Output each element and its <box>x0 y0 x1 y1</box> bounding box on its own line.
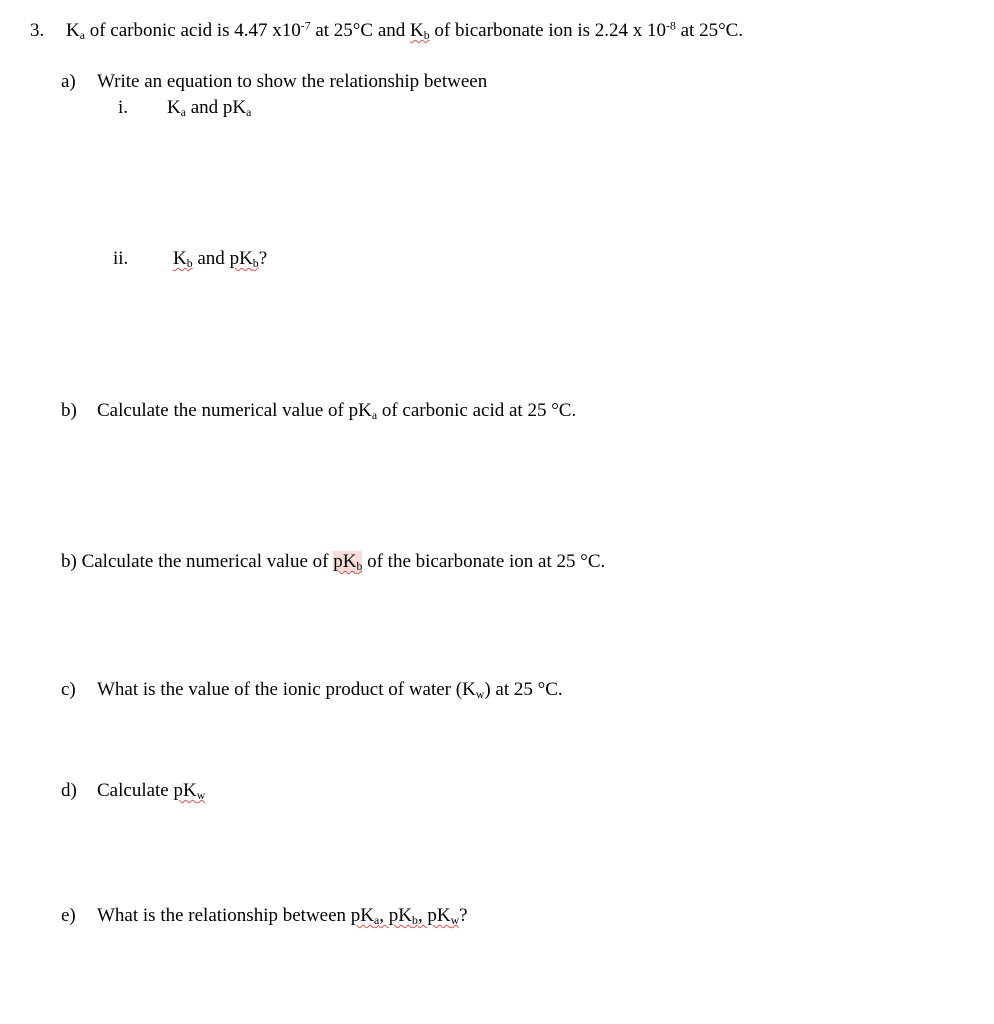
kw-subscript: w <box>475 687 485 701</box>
part-e-marker: e) <box>61 905 76 926</box>
kb-symbol-group <box>410 20 430 41</box>
pkw-subscript: w <box>450 913 460 927</box>
part-a-i-middle: and pK <box>185 97 247 118</box>
part-e-text-1: What is the relationship between <box>97 905 351 926</box>
pkb-group <box>389 905 428 926</box>
part-d-text-1: Calculate <box>97 780 174 801</box>
part-b2-marker: b) <box>61 551 77 572</box>
pka-symbol: pK <box>350 905 375 926</box>
part-a-marker: a) <box>61 71 76 92</box>
part-e-text <box>97 906 468 925</box>
separator-2: , <box>417 905 428 926</box>
part-b2-text <box>61 552 605 571</box>
pkb-group <box>230 248 259 269</box>
part-b1-text <box>97 401 576 420</box>
part-a-i-text <box>167 98 251 117</box>
pka-group <box>351 905 389 926</box>
kb-group <box>173 248 193 269</box>
pka-subscript: a <box>374 913 380 927</box>
pkw-symbol: pK <box>173 780 197 801</box>
part-c-text <box>97 680 563 699</box>
part-a-text: Write an equation to show the relationship between <box>97 71 488 92</box>
part-e-end: ? <box>459 905 468 926</box>
ka-subscript: a <box>79 28 85 42</box>
part-b1-text-1: Calculate the numerical value of pK <box>97 400 372 421</box>
part-d-text <box>97 781 205 800</box>
part-a-ii-middle: and <box>192 248 230 269</box>
part-c-marker: c) <box>61 679 76 700</box>
pkw-group <box>427 905 459 926</box>
stem-text-2: at 25°C and <box>310 20 411 41</box>
part-a-ii-end: ? <box>258 248 268 269</box>
pkw-group <box>174 780 206 801</box>
pka-subscript: a <box>246 105 252 119</box>
part-b2-text-2: of the bicarbonate ion at 25 °C. <box>362 551 606 572</box>
ka-subscript: a <box>180 105 186 119</box>
pkw-subscript: w <box>196 788 206 802</box>
pkb-symbol: pK <box>388 905 412 926</box>
stem-text-4: at 25°C. <box>675 20 744 41</box>
part-b2-text-1: Calculate the numerical value of <box>76 551 334 572</box>
question-number: 3. <box>30 20 45 41</box>
ka-symbol: K <box>167 97 181 118</box>
pkb-subscript: b <box>356 559 363 573</box>
pkw-symbol: pK <box>427 905 451 926</box>
pkb-subscript: b <box>412 913 418 927</box>
separator-1: , <box>379 905 389 926</box>
ka-exponent: -7 <box>300 19 311 33</box>
part-c-text-1: What is the value of the ionic product of water (K <box>97 679 476 700</box>
kb-symbol: K <box>173 248 187 269</box>
part-b1-text-2: of carbonic acid at 25 °C. <box>377 400 577 421</box>
kb-symbol: K <box>410 20 424 41</box>
kb-subscript: b <box>186 256 193 270</box>
part-b1-marker: b) <box>61 400 77 421</box>
pkb-symbol: pK <box>229 248 253 269</box>
kb-subscript: b <box>423 28 430 42</box>
part-a-ii-marker: ii. <box>113 248 129 269</box>
part-a-i-marker: i. <box>118 97 129 118</box>
stem-text-1: of carbonic acid is 4.47 x10 <box>84 20 301 41</box>
part-c-text-2: ) at 25 °C. <box>484 679 563 700</box>
pkb-subscript: b <box>252 256 259 270</box>
pkb-group <box>333 551 362 572</box>
pkb-symbol: pK <box>333 551 357 572</box>
pka-subscript: a <box>371 408 378 422</box>
stem-text-3: of bicarbonate ion is 2.24 x 10 <box>429 20 667 41</box>
question-stem <box>66 21 743 40</box>
kb-exponent: -8 <box>666 19 676 33</box>
part-d-marker: d) <box>61 780 77 801</box>
ka-symbol: K <box>66 20 80 41</box>
part-a-ii-text <box>173 249 267 268</box>
